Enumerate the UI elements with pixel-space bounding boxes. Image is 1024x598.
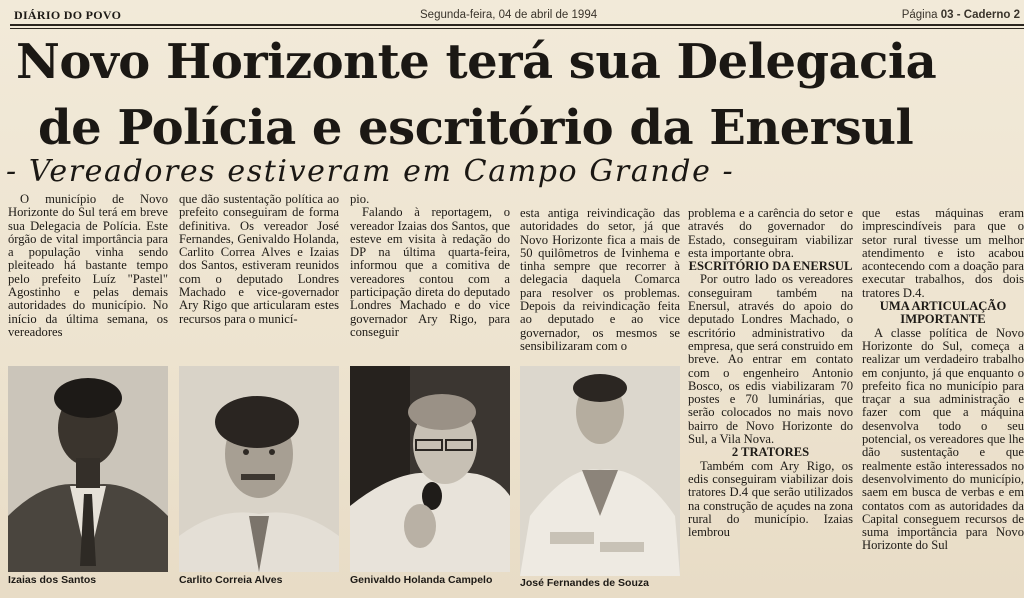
portrait-image: [8, 366, 168, 572]
page-info: [902, 9, 1020, 21]
column-6-body: A classe política de Novo Horizonte do Sul, começa a realizar um verdadeiro trabalho em conjunto, já que enquanto o prefeito fica no município para traçar a sua administração e fazer com que a máquina desenvolva todo o seu potencial, os vereadores que lhe dão sustentação e que realmente estão interessados no desenvolvimento do município, saem em busca de verbas e em contatos com as autoridades da Capital conseguem recursos de suma importância para Novo Horizonte do Sul: [862, 325, 1024, 553]
column-5-lead: problema e a carência do setor e através do governador do Estado, conseguiram viabilizar esta importante obra.: [688, 207, 853, 260]
article-column-2: [179, 193, 339, 353]
issue-date: Segunda-feira, 04 de abril de 1994: [420, 9, 598, 21]
column-2-text: que dão sustentação política ao prefeito conseguiram de forma definitiva. Os vereador José Fernandes, Genivaldo Holanda, Carlito Correa Alves e Izaias dos Santos, estiveram reunidos com o deputado Londres Machado e vice-governador Ary Rigo que articularam estes recursos para o municí-: [179, 193, 339, 326]
headline-line-2: de Polícia e escritório da Enersul: [38, 100, 914, 156]
subheadline-deck: - Vereadores estiveram em Campo Grande -: [6, 154, 735, 189]
article-column-4: [520, 207, 680, 353]
newspaper-brand: DIÁRIO DO POVO: [14, 8, 122, 22]
masthead-rule-thick: [10, 24, 1024, 26]
article-column-3: [350, 193, 510, 353]
column-5-body-2: Também com Ary Rigo, os edis conseguiram viabilizar dois tratores D.4 que serão utilizados na construção de açudes na zona rural do município. Izaias lembrou: [688, 458, 853, 540]
photo-genivaldo: [350, 366, 510, 572]
caption-carlito: Carlito Correia Alves: [179, 574, 283, 586]
caption-izaias: Izaias dos Santos: [8, 574, 97, 586]
photo-izaias: [8, 366, 168, 572]
page-number: 03: [940, 9, 954, 21]
headline-line-1: Novo Horizonte terá sua Delegacia: [16, 34, 937, 90]
column-1-text: O município de Novo Horizonte do Sul terá em breve sua Delegacia de Polícia. Este órgão de vital importância para a população vinha sendo pleiteado há bastante tempo pelo prefeito Luíz "Pastel" Agostinho e pelas demais autoridades do município. No início da última semana, os vereadores: [8, 193, 168, 339]
column-3-text: Falando à reportagem, o vereador Izaias dos Santos, que esteve em visita à redação do DP na última quarta-feira, informou que a comitiva de vereadores contou com a participação direta do deputado Londres Machado e do vice governador Ary Rigo, para conseguir: [350, 205, 510, 339]
caption-jose: José Fernandes de Souza: [520, 577, 649, 589]
column-4-text: esta antiga reivindicação das autoridades do setor, já que Novo Horizonte fica a mais de 50 quilômetros de Ivinhema e tinha sempre que recorrer à delegacia daquela Comarca para resolver os problemas. Depois da reivindicação feita ao deputado e ao vice governador, os mesmos se sensibilizaram com o: [520, 207, 680, 353]
article-column-5: [688, 207, 853, 595]
subheading-tratores: 2 TRATORES: [731, 445, 810, 460]
article-column-6: [862, 207, 1024, 595]
caption-genivaldo: Genivaldo Holanda Campelo: [350, 574, 493, 586]
subheading-articulacao: UMA ARTICULAÇÃO IMPORTANTE: [879, 299, 1007, 327]
photo-jose-fernandes: [520, 366, 680, 576]
portrait-image: [179, 366, 339, 572]
column-6-lead: que estas máquinas eram imprescindíveis para que o setor rural tivesse um melhor atendimento e isto acabou acontecendo com a doação para executar trabalhos, dos dois tratores D.4.: [862, 207, 1024, 300]
page-section: - Caderno 2: [956, 9, 1020, 21]
page-prefix: Página: [901, 9, 938, 21]
photo-carlito: [179, 366, 339, 572]
article-column-1: [8, 193, 168, 353]
column-5-body-1: Por outro lado os vereadores conseguiram também na Enersul, através do apoio do deputado Londres Machado, o escritório administrativo da empresa, que será construido em breve. Ao entrar em contato com o engenheiro Antonio Bosco, os edis viabilizaram 70 postes e 70 luminárias, que serão colocados no mais novo bairro de Novo Horizonte do Sul, a Vila Nova.: [688, 272, 853, 447]
portrait-image: [520, 366, 680, 576]
portrait-image: [350, 366, 510, 572]
masthead-rule-thin: [10, 28, 1024, 29]
column-3-lead: pio.: [350, 193, 370, 206]
subheading-enersul: ESCRITÓRIO DA ENERSUL: [688, 259, 853, 274]
